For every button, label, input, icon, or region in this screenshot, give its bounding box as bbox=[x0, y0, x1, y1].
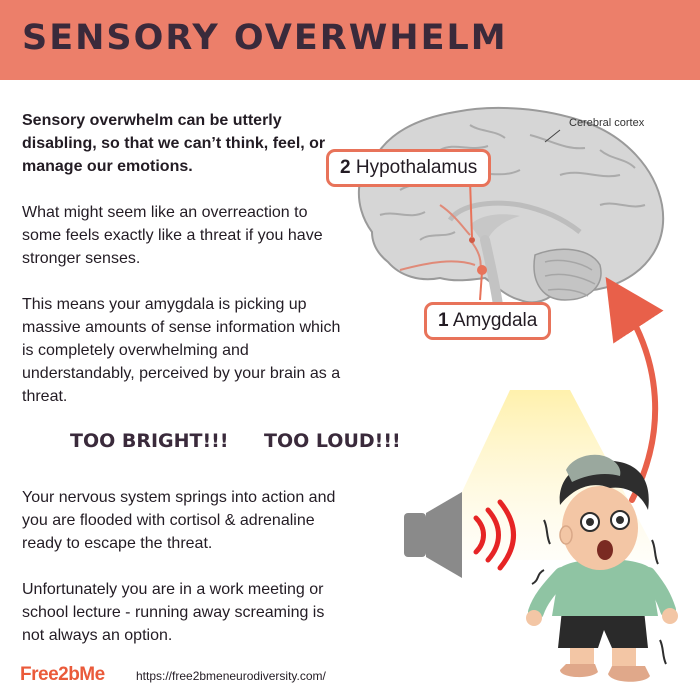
hypothalamus-name: Hypothalamus bbox=[355, 157, 478, 178]
intro-paragraph: Sensory overwhelm can be utterly disabling, so that we can’t think, feel, or manage our emotions. bbox=[22, 112, 326, 175]
amygdala-label bbox=[424, 302, 551, 340]
too-bright-text: TOO BRIGHT!!! bbox=[70, 430, 229, 452]
work-meeting-paragraph: Unfortunately you are in a work meeting or school lecture - running away screaming is not always an option. bbox=[22, 581, 325, 644]
overreaction-paragraph: What might seem like an overreaction to some feels exactly like a threat if you have stronger senses. bbox=[22, 204, 323, 267]
amygdala-name: Amygdala bbox=[452, 310, 538, 331]
speaker-icon bbox=[404, 492, 462, 578]
amygdala-paragraph: This means your amygdala is picking up massive amounts of sense information which is completely overwhelming and understandably, perceived by your brain as a threat. bbox=[22, 296, 341, 405]
page-title: SENSORY OVERWHELM bbox=[22, 18, 508, 58]
cerebral-cortex-label: Cerebral cortex bbox=[569, 117, 645, 129]
amygdala-number: 1 bbox=[438, 310, 449, 331]
nervous-system-paragraph: Your nervous system springs into action and you are flooded with cortisol & adrenaline ready to escape the threat. bbox=[22, 489, 336, 552]
brain-illustration bbox=[359, 108, 663, 320]
brand-logo: Free2bMe bbox=[20, 664, 105, 685]
hypothalamus-label bbox=[326, 149, 491, 187]
hypothalamus-number: 2 bbox=[340, 157, 351, 178]
website-link[interactable]: https://free2bmeneurodiversity.com/ bbox=[136, 669, 326, 683]
too-loud-text: TOO LOUD!!! bbox=[264, 430, 401, 452]
